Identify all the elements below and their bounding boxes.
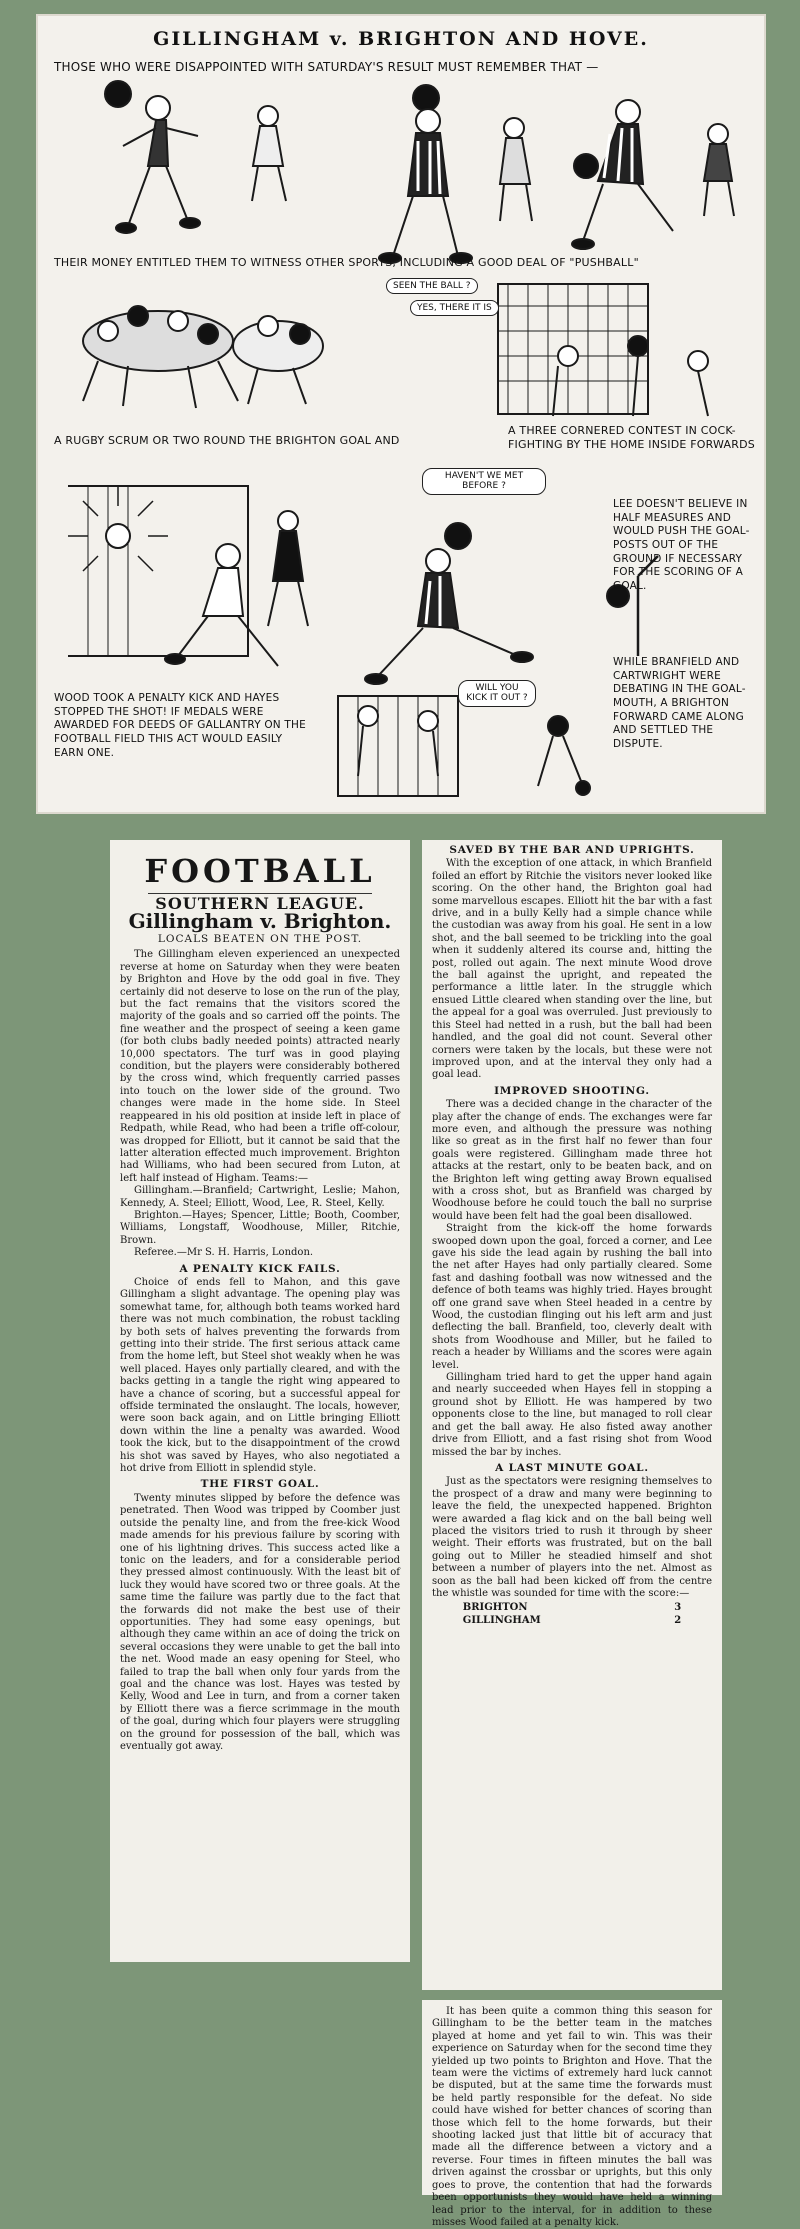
article-column-right — [422, 840, 722, 1990]
cartoon-panel — [36, 14, 766, 814]
cartoon-title: GILLINGHAM v. BRIGHTON AND HOVE. — [153, 28, 649, 50]
three-cornered-figures — [553, 336, 708, 416]
spectator-figure-3 — [704, 124, 734, 216]
ball-burst — [68, 486, 168, 571]
score-row-gillingham — [463, 1615, 681, 1627]
goalkeeper-figure — [268, 511, 308, 626]
team-gillingham: Gillingham.—Branfield; Cartwright, Leslie; Mahon, Kennedy, A. Steel; Elliott, Wood, Lee, R. Steel, Kelly. — [120, 1185, 400, 1209]
debating-figures — [358, 706, 590, 795]
referee: Referee.—Mr S. H. Harris, London. — [134, 1247, 314, 1259]
cartoon-caption-branfield: WHILE BRANFIELD AND CARTWRIGHT WERE DEBATING IN THE GOAL-MOUTH, A BRIGHTON FORWARD CAME ALONG AND SETTLED THE DISPUTE. — [613, 656, 746, 750]
cartoon-caption-lee: LEE DOESN'T BELIEVE IN HALF MEASURES AND WOULD PUSH THE GOAL-POSTS OUT OF THE GROUND IF NECESSARY FOR THE SCORING OF A GOAL. — [613, 498, 750, 592]
player-figure-lee — [365, 523, 533, 684]
subheading-last-minute: A LAST MINUTE GOAL. — [495, 1461, 649, 1474]
team-brighton: Brighton.—Hayes; Spencer, Little; Booth, Coomber, Williams, Longstaff, Woodhouse, Miller, Ritchie, Brown. — [120, 1209, 400, 1246]
spectator-figure-2 — [500, 118, 532, 221]
subheading-improved: IMPROVED SHOOTING. — [494, 1084, 650, 1097]
article-paragraph-intro: The Gillingham eleven experienced an unexpected reverse at home on Saturday when they were beaten by Brighton and Hove by the odd goal in five. They certainly did not deserve to lose on the run of the play, but the fact remains that the visitors scored the majority of the goals and so carried off the points. The fine weather and the prospect of seeing a keen game (for both clubs badly needed points) attracted nearly 10,000 spectators. The turf was in good playing condition, but the players were considerably bothered by the cross wind, which frequently carried passes into touch on the lower side of the ground. Two changes were made in the home side. In Steel reappeared in his old position at inside left in place of Redpath, while Read, who had been a trifle off-colour, was dropped for Elliott, but it cannot be said that the latter alteration effected much improvement. Brighton had Williams, who had been secured from Luton, at left half instead of Higham. Teams:— — [120, 949, 400, 1184]
cartoon-caption-top: THOSE WHO WERE DISAPPOINTED WITH SATURDAY'S RESULT MUST REMEMBER THAT — — [54, 60, 599, 74]
speech-bubble-yes: YES, THERE IT IS — [410, 300, 499, 316]
article-paragraph-improved-2: Straight from the kick-off the home forwards swooped down upon the goal, forced a corner, and Lee gave his side the lead again by rushing the ball into the net after Hayes had only partially cleared. Some fast and dashing football was now witnessed and the defence of both teams was highly tried. Hayes brought off one grand save when Steel headed in a centre by Wood, the custodian flinging out his left arm and just deflecting the ball. Branfield, too, cleverly dealt with shots from Woodhouse and Miller, but he failed to reach a header by Williams and the scores were again level. — [432, 1223, 712, 1371]
section-heading-football: FOOTBALL — [144, 852, 376, 890]
score-team-gillingham: GILLINGHAM — [462, 1614, 541, 1626]
cartoon-caption-wood: WOOD TOOK A PENALTY KICK AND HAYES STOPPED THE SHOT! IF MEDALS WERE AWARDED FOR DEEDS OF GALLANTRY ON THE FOOTBALL FIELD THIS ACT WOULD EASILY EARN ONE. — [54, 692, 306, 759]
scrum-figures — [83, 306, 323, 408]
score-team-brighton: BRIGHTON — [462, 1602, 528, 1614]
spectator-figure-1 — [252, 106, 286, 201]
speech-bubble-havent-met: HAVEN'T WE MET BEFORE ? — [422, 468, 546, 495]
player-figure-1 — [105, 81, 200, 233]
league-heading: SOUTHERN LEAGUE. — [155, 894, 365, 914]
score-value-brighton: 3 — [674, 1602, 682, 1614]
article-paragraph-comment: It has been quite a common thing this season for Gillingham to be the better team in the matches played at home and yet fail to win. This was their experience on Saturday when for the second time they yielded up two points to Brighton and Hove. That the team were the victims of extremely hard luck cannot be disputed, but at the same time the forwards must be held partly responsible for the defeat. No side could have wished for better chances of scoring than those which fell to the home forwards, but their shooting lacked just that little bit of accuracy that made all the difference between a victory and a reverse. Four times in fifteen minutes the ball was driven against the crossbar or uprights, but this only goes to prove, the contention that had the forwards been opportunists they would have held a winning lead prior to the interval, for in addition to these misses Wood failed at a penalty kick. — [432, 2006, 712, 2228]
player-figure-3 — [572, 100, 673, 249]
match-heading: Gillingham v. Brighton. — [128, 908, 392, 933]
article-paragraph-penalty: Choice of ends fell to Mahon, and this gave Gillingham a slight advantage. The opening play was somewhat tame, for, although both teams worked hard there was not much combination, the robust tackling by both sets of halves preventing the forwards from getting into their stride. The first serious attack came from the home left, but Steel shot weakly when he was well placed. Hayes only partially cleared, and with the backs getting in a tangle the right wing appeared to have a chance of scoring, but a successful appeal for offside terminated the onslaught. The locals, however, were soon back again, and on Little bringing Elliott down within the line a penalty was awarded. Wood took the kick, but to the disappointment of the crowd his shot was saved by Hayes, who also negotiated a hot drive from Elliott in splendid style. — [120, 1276, 400, 1475]
article-paragraph-saved: With the exception of one attack, in which Branfield foiled an effort by Ritchie the visitors never looked like scoring. On the other hand, the Brighton goal had some marvellous escapes. Elliott hit the bar with a fast drive, and in a bully Kelly had a simple chance while the custodian was away from his goal. He sent in a low shot, and the ball seemed to be trickling into the goal when it suddenly altered its course and, hitting the post, rolled out again. The next minute Wood drove the ball against the upright, and repeated the performance a little later. In the struggle which ensued Little cleared when standing over the line, but the appeal for a goal was overruled. Just previously to this Steel had netted in a rush, but the ball had been handled, and the goal did not count. Several other corners were taken by the locals, but these were not improved upon, and at the interval they only had a goal lead. — [432, 858, 712, 1081]
article-paragraph-improved-1: There was a decided change in the character of the play after the change of ends. The exchanges were far more even, and although the pressure was nothing like so great as in the first half no fewer than four goals were registered. Gillingham made three hot attacks at the restart, only to be beaten back, and on the Brighton left wing getting away Brown equalised with a cross shot, but as Branfield was charged by Woodhouse before he could touch the ball no surprise would have been felt had the goal been disallowed. — [432, 1099, 712, 1222]
score-row-brighton — [463, 1602, 681, 1614]
cartoon-caption-three-cornered: A THREE CORNERED CONTEST IN COCK-FIGHTING BY THE HOME INSIDE FORWARDS — [508, 424, 755, 452]
article-column-left — [110, 840, 410, 1962]
article-subhead: LOCALS BEATEN ON THE POST. — [157, 933, 363, 945]
final-score — [463, 1602, 681, 1627]
score-value-gillingham: 2 — [674, 1614, 682, 1626]
cartoon-caption-middle: THEIR MONEY ENTITLED THEM TO WITNESS OTHER SPORTS, INCLUDING A GOOD DEAL OF "PUSHBALL" — [54, 256, 639, 269]
article-paragraph-improved-3: Gillingham tried hard to get the upper hand again and nearly succeeded when Hayes fell in stopping a ground shot by Elliott. He was hampered by two opponents close to the line, but managed to roll clear and get the ball away. He also fisted away another drive from Elliott, and a fast rising shot from Wood missed the bar by inches. — [432, 1372, 712, 1458]
subheading-first-goal: THE FIRST GOAL. — [200, 1478, 320, 1491]
speech-bubble-kick-out: WILL YOU KICK IT OUT ? — [458, 680, 536, 707]
penalty-kicker — [165, 544, 278, 666]
article-paragraph-first-goal: Twenty minutes slipped by before the defence was penetrated. Then Wood was tripped by Coomber just outside the penalty line, and from the free-kick Wood made amends for his previous failure by scoring with one of his lightning drives. This success acted like a tonic on the leaders, and for a considerable period they pressed almost continuously. With the least bit of luck they would have scored two or three goals. At the same time the failure was partly due to the fact that the forwards did not make the best use of their opportunities. They had some easy openings, but although they came within an ace of doing the trick on several occasions they were unable to get the ball into the net. Wood made an easy opening for Steel, who failed to trap the ball when only four yards from the goal and the chance was lost. Hayes was tested by Kelly, Wood and Lee in turn, and from a corner taken by Elliott there was a fierce scrimmage in the mouth of the goal, during which four players were struggling on the ground for possession of the ball, which was eventually got away. — [120, 1492, 400, 1752]
article-paragraph-last-minute: Just as the spectators were resigning themselves to the prospect of a draw and many were beginning to leave the field, the unexpected happened. Brighton were awarded a flag kick and on the ball being well placed the visitors tried to rush it through by sheer weight. Their efforts was frustrated, but on the ball going out to Miller he steadied himself and shot between a number of players into the net. Almost as soon as the ball had been kicked off from the centre the whistle was sounded for time with the score:— — [432, 1476, 712, 1599]
speech-bubble-seen-ball: SEEN THE BALL ? — [386, 278, 478, 294]
player-figure-2 — [379, 85, 472, 263]
cartoon-caption-rugby: A RUGBY SCRUM OR TWO ROUND THE BRIGHTON GOAL AND — [54, 434, 400, 447]
subheading-saved: SAVED BY THE BAR AND UPRIGHTS. — [449, 844, 695, 856]
article-column-comment — [422, 2000, 722, 2228]
subheading-penalty: A PENALTY KICK FAILS. — [179, 1262, 341, 1275]
goal-net-3 — [338, 696, 458, 796]
